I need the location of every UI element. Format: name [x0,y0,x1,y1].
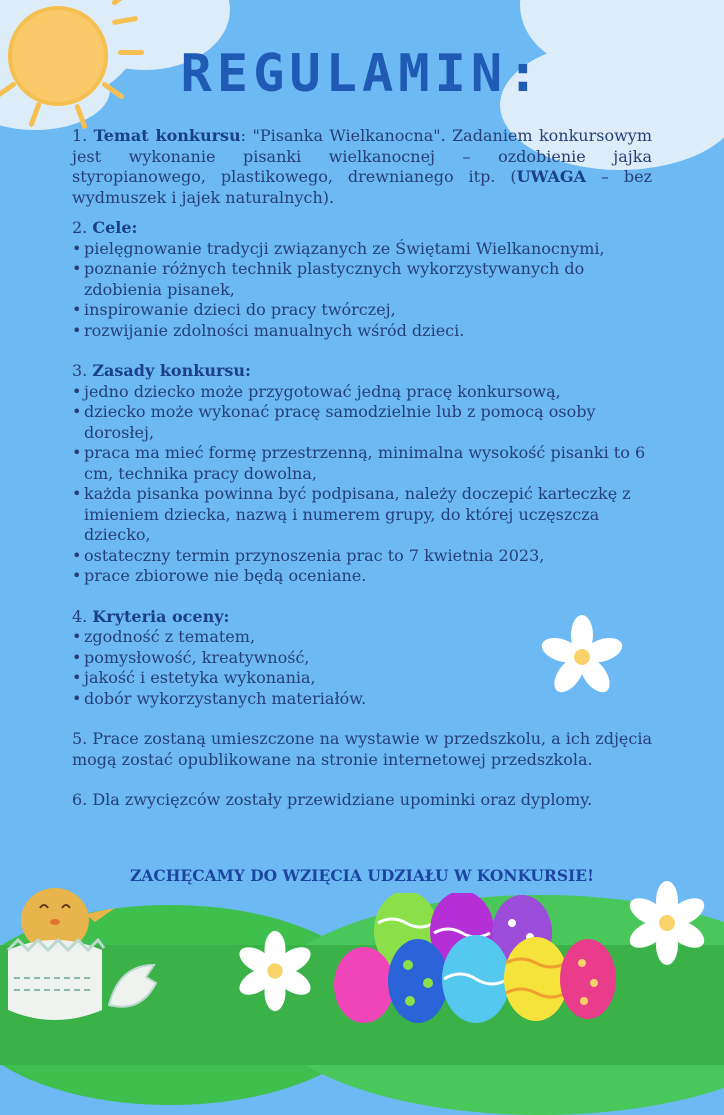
daisy-icon [537,612,627,702]
rules-list [72,382,652,587]
call-to-action: ZACHĘCAMY DO WZIĘCIA UDZIAŁU W KONKURSIE! [130,866,594,885]
list-item: • praca ma mieć formę przestrzenną, minimalna wysokość pisanki to 6 cm, technika pracy dowolna, [72,443,652,484]
list-item: • zgodność z tematem, [72,627,652,648]
page-title: REGULAMIN: [180,44,544,104]
list-item: • pomysłowość, kreatywność, [72,648,652,669]
list-item: • prace zbiorowe nie będą oceniane. [72,566,652,587]
section-3: 3. Zasady konkursu: • jedno dziecko może przygotować jedną pracę konkursową, • dziecko może wykonać pracę samodzielnie lub z pomocą osoby dorosłej, • praca ma mieć formę przestrzenną, minimalna wysokość pisanki to 6 cm, technika pracy dowolna, • każda pisanka powinna być podpisana, należy doczepić karteczkę z imieniem dziecka, nazwą i numerem grupy, do której uczęszcza dziecko, • ostateczny termin przynoszenia prac to 7 kwietnia 2023, • prace zbiorowe nie będą oceniane. [72,361,652,587]
daisy-icon [622,878,712,968]
section-2-heading: Cele: [92,218,138,237]
list-item: • jakość i estetyka wykonania, [72,668,652,689]
eggshell-icon [104,955,164,1015]
uwaga-label: UWAGA [516,167,586,186]
daisy-icon [232,928,318,1014]
section-4: 4. Kryteria oceny: • zgodność z tematem, • pomysłowość, kreatywność, • jakość i estetyka wykonania, • dobór wykorzystanych materiałów. [72,607,652,710]
list-item: • dziecko może wykonać pracę samodzielnie lub z pomocą osoby dorosłej, [72,402,652,443]
section-1-heading: Temat konkursu [93,126,241,145]
list-item: • każda pisanka powinna być podpisana, należy doczepić karteczkę z imieniem dziecka, nazwą i numerem grupy, do której uczęszcza dziecko, [72,484,652,546]
section-6: 6. Dla zwycięzców zostały przewidziane upominki oraz dyplomy. [72,790,593,809]
list-item: • inspirowanie dzieci do pracy twórczej, [72,300,652,321]
section-4-heading: Kryteria oceny: [92,606,230,626]
list-item: • rozwijanie zdolności manualnych wśród dzieci. [72,321,652,342]
goals-list [72,239,652,342]
list-item: • jedno dziecko może przygotować jedną pracę konkursową, [72,382,652,403]
list-item: • ostateczny termin przynoszenia prac to 7 kwietnia 2023, [72,546,652,567]
list-item: • pielęgnowanie tradycji związanych ze Świętami Wielkanocnymi, [72,239,652,260]
list-item: • dobór wykorzystanych materiałów. [72,689,652,710]
rules-content [72,126,652,811]
section-3-heading: Zasady konkursu: [92,361,251,380]
list-item: • poznanie różnych technik plastycznych wykorzystywanych do zdobienia pisanek, [72,259,652,300]
easter-egg-icon [330,893,622,1024]
section-5: 5. Prace zostaną umieszczone na wystawie w przedszkolu, a ich zdjęcia mogą zostać opublikowane na stronie internetowej przedszkola. [72,729,652,769]
section-1: 1. Temat konkursu: "Pisanka Wielkanocna". Zadaniem konkursowym jest wykonanie pisanki wielkanocnej – ozdobienie jajka styropianowego, plastikowego, drewnianego itp. (UWAGA – bez wydmuszek i jajek naturalnych). [72,126,653,207]
section-2: 2. Cele: • pielęgnowanie tradycji związanych ze Świętami Wielkanocnymi, • poznanie różnych technik plastycznych wykorzystywanych do zdobienia pisanek, • inspirowanie dzieci do pracy twórczej, • rozwijanie zdolności manualnych wśród dzieci. [72,218,652,341]
